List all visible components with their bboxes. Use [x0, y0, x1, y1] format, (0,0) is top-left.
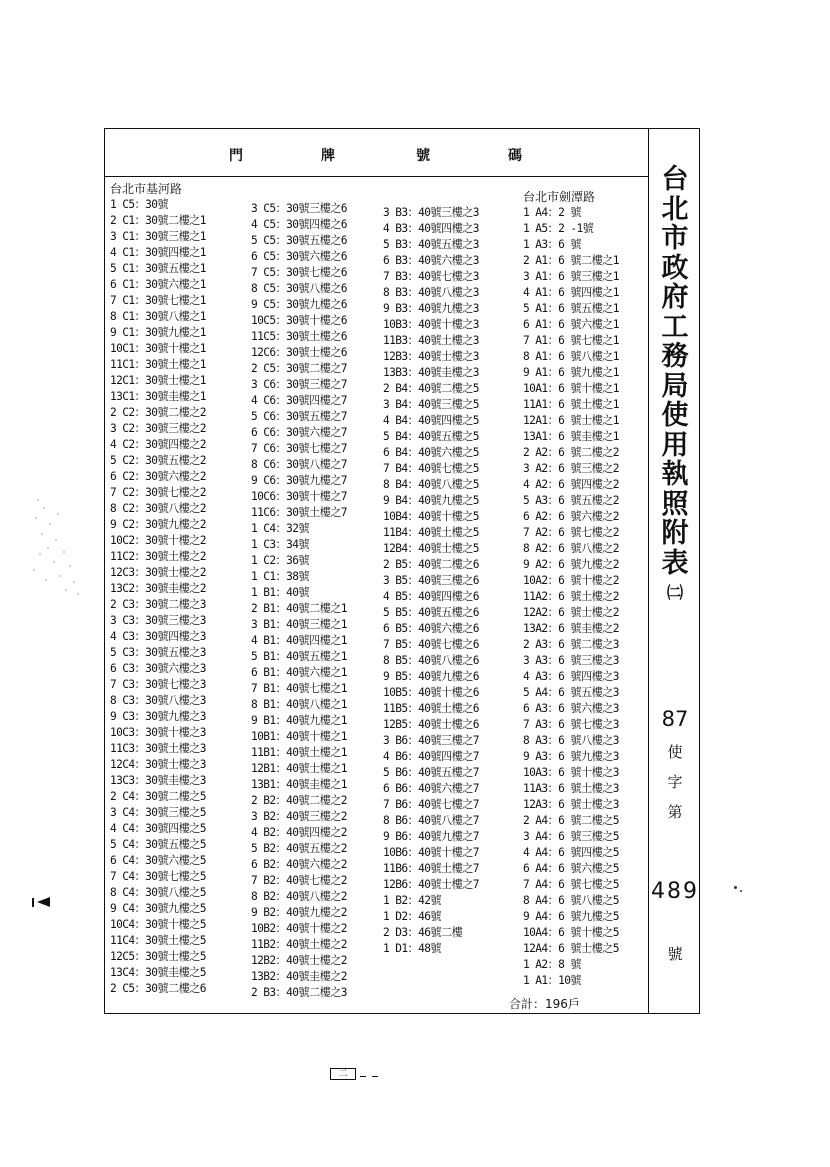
address-entry: 8 B5：40號八樓之6 — [383, 654, 479, 667]
address-entry: 10C4：30號十樓之5 — [110, 918, 206, 931]
address-entry: 6 C3：30號六樓之3 — [110, 662, 206, 675]
street-name-jihe: 台北市基河路 — [110, 182, 183, 196]
address-entry: 12A4：6 號士樓之5 — [523, 942, 619, 955]
address-entry: 9 A1：6 號九樓之1 — [523, 366, 619, 379]
title-char: 市 — [661, 223, 689, 254]
address-entry: 5 B3：40號五樓之3 — [383, 238, 479, 251]
address-entry: 10B6：40號十樓之7 — [383, 846, 479, 859]
address-entry: 8 C1：30號八樓之1 — [110, 310, 206, 323]
header-char-4: 碼 — [508, 148, 522, 164]
address-entry: 12C4：30號士樓之3 — [110, 758, 206, 771]
license-number: 489 — [651, 879, 699, 904]
address-entry: 4 A1：6 號四樓之1 — [523, 286, 619, 299]
address-entry: 9 C3：30號九樓之3 — [110, 710, 206, 723]
address-entry: 10A4：6 號十樓之5 — [523, 926, 619, 939]
address-entry: 13A2：6 號圭樓之2 — [523, 622, 619, 635]
address-entry: 4 B6：40號四樓之7 — [383, 750, 479, 763]
address-entry: 11A1：6 號土樓之1 — [523, 398, 619, 411]
address-entry: 7 C2：30號七樓之2 — [110, 486, 206, 499]
address-entry: 2 B3：40號二樓之3 — [251, 986, 347, 999]
address-entry: 1 B1：40號 — [251, 586, 309, 599]
address-entry: 13B3：40號圭樓之3 — [383, 366, 479, 379]
address-entry: 6 C2：30號六樓之2 — [110, 470, 206, 483]
address-entry: 3 C5：30號三樓之6 — [251, 202, 347, 215]
address-entry: 2 D3：46號二樓 — [383, 926, 463, 939]
address-entry: 4 C2：30號四樓之2 — [110, 438, 206, 451]
address-entry: 7 C4：30號七樓之5 — [110, 870, 206, 883]
title-char: 工 — [661, 311, 689, 343]
document-frame — [104, 128, 700, 1014]
address-entry: 11B1：40號土樓之1 — [251, 746, 347, 759]
title-char: 局 — [661, 370, 689, 402]
address-entry: 8 B4：40號八樓之5 — [383, 478, 479, 491]
address-entry: 2 B2：40號二樓之2 — [251, 794, 347, 807]
address-entry: 13B1：40號圭樓之1 — [251, 778, 347, 791]
address-entry: 11C2：30號土樓之2 — [110, 550, 206, 563]
title-char: 執 — [661, 459, 689, 490]
address-entry: 3 A3：6 號三樓之3 — [523, 654, 619, 667]
address-entry: 7 C1：30號七樓之1 — [110, 294, 206, 307]
address-entry: 8 B3：40號八樓之3 — [383, 286, 479, 299]
address-entry: 12A1：6 號士樓之1 — [523, 414, 619, 427]
address-entry: 12C6：30號士樓之6 — [251, 346, 347, 359]
address-entry: 3 B4：40號三樓之5 — [383, 398, 479, 411]
address-entry: 6 B2：40號六樓之2 — [251, 858, 347, 871]
address-entry: 2 C1：30號二樓之1 — [110, 214, 206, 227]
address-entry: 10C2：30號十樓之2 — [110, 534, 206, 547]
address-entry: 1 C3：34號 — [251, 538, 309, 551]
address-entry: 11B2：40號土樓之2 — [251, 938, 347, 951]
column-2 — [251, 201, 347, 1001]
address-entry: 4 A2：6 號四樓之2 — [523, 478, 619, 491]
address-entry: 11C4：30號土樓之5 — [110, 934, 206, 947]
address-entry: 6 C4：30號六樓之5 — [110, 854, 206, 867]
address-entry: 5 B6：40號五樓之7 — [383, 766, 479, 779]
address-entry: 8 C4：30號八樓之5 — [110, 886, 206, 899]
title-char: 附 — [661, 518, 689, 549]
address-entry: 5 C5：30號五樓之6 — [251, 234, 347, 247]
address-entry: 7 B6：40號七樓之7 — [383, 798, 479, 811]
side-number: 87 — [661, 707, 689, 731]
address-entry: 1 A3：6 號 — [523, 238, 581, 251]
address-entry: 1 B2：42號 — [383, 894, 441, 907]
address-entry: 10A1：6 號十樓之1 — [523, 382, 619, 395]
speck-2 — [740, 890, 742, 892]
scan-stain — [30, 490, 88, 602]
address-entry: 12B2：40號士樓之2 — [251, 954, 347, 967]
address-entry: 12B1：40號士樓之1 — [251, 762, 347, 775]
address-entry: 2 A1：6 號二樓之1 — [523, 254, 619, 267]
footer-dash-2 — [372, 1076, 378, 1077]
address-entry: 5 B2：40號五樓之2 — [251, 842, 347, 855]
address-entry: 4 C1：30號四樓之1 — [110, 246, 206, 259]
address-entry: 7 A4：6 號七樓之5 — [523, 878, 619, 891]
address-entry: 4 C6：30號四樓之7 — [251, 394, 347, 407]
address-entry: 10C6：30號十樓之7 — [251, 490, 347, 503]
street-name-jiantan: 台北市劍潭路 — [523, 190, 596, 204]
title-char: ㈡ — [666, 583, 683, 602]
address-entry: 1 A1：10號 — [523, 974, 581, 987]
address-entry: 8 C5：30號八樓之6 — [251, 282, 347, 295]
address-entry: 8 B1：40號八樓之1 — [251, 698, 347, 711]
address-entry: 3 B3：40號三樓之3 — [383, 206, 479, 219]
address-entry: 10C1：30號十樓之1 — [110, 342, 206, 355]
address-entry: 9 B3：40號九樓之3 — [383, 302, 479, 315]
address-entry: 1 A5：2 -1號 — [523, 222, 594, 235]
address-entry: 5 A3：6 號五樓之2 — [523, 494, 619, 507]
address-entry: 6 C1：30號六樓之1 — [110, 278, 206, 291]
address-entry: 7 C3：30號七樓之3 — [110, 678, 206, 691]
address-entry: 11A2：6 號土樓之2 — [523, 590, 619, 603]
address-entry: 10B1：40號十樓之1 — [251, 730, 347, 743]
address-entry: 6 B3：40號六樓之3 — [383, 254, 479, 267]
address-entry: 6 A4：6 號六樓之5 — [523, 862, 619, 875]
column-3-rows — [383, 205, 479, 957]
address-entry: 12A3：6 號士樓之3 — [523, 798, 619, 811]
address-entry: 9 A3：6 號九樓之3 — [523, 750, 619, 763]
address-entry: 10B3：40號十樓之3 — [383, 318, 479, 331]
address-entry: 12A2：6 號士樓之2 — [523, 606, 619, 619]
address-entry: 8 C2：30號八樓之2 — [110, 502, 206, 515]
address-entry: 12C3：30號士樓之2 — [110, 566, 206, 579]
address-entry: 8 A1：6 號八樓之1 — [523, 350, 619, 363]
address-entry: 11C1：30號土樓之1 — [110, 358, 206, 371]
address-entry: 6 B4：40號六樓之5 — [383, 446, 479, 459]
address-entry: 3 B1：40號三樓之1 — [251, 618, 347, 631]
side-label-3: 第 — [667, 803, 683, 821]
page-number-mark: 二 — [330, 1068, 356, 1080]
address-entry: 5 B4：40號五樓之5 — [383, 430, 479, 443]
column-3 — [383, 205, 479, 957]
footer-dash-1 — [360, 1076, 366, 1077]
column-2-rows — [251, 201, 347, 1001]
address-entry: 7 A1：6 號七樓之1 — [523, 334, 619, 347]
address-entry: 13C2：30號圭樓之2 — [110, 582, 206, 595]
address-entry: 5 C3：30號五樓之3 — [110, 646, 206, 659]
address-entry: 4 B3：40號四樓之3 — [383, 222, 479, 235]
address-entry: 10B5：40號十樓之6 — [383, 686, 479, 699]
side-title-column — [651, 129, 699, 1013]
address-entry: 10A2：6 號十樓之2 — [523, 574, 619, 587]
address-entry: 8 A2：6 號八樓之2 — [523, 542, 619, 555]
address-entry: 12B4：40號士樓之5 — [383, 542, 479, 555]
table-header — [105, 129, 648, 177]
address-entry: 4 C4：30號四樓之5 — [110, 822, 206, 835]
address-entry: 4 A4：6 號四樓之5 — [523, 846, 619, 859]
address-entry: 13C4：30號圭樓之5 — [110, 966, 206, 979]
address-entry: 4 A3：6 號四樓之3 — [523, 670, 619, 683]
address-table — [105, 129, 649, 1013]
address-entry: 5 C1：30號五樓之1 — [110, 262, 206, 275]
address-entry: 11A3：6 號土樓之3 — [523, 782, 619, 795]
column-4 — [523, 189, 619, 989]
address-entry: 8 B2：40號八樓之2 — [251, 890, 347, 903]
address-entry: 9 C4：30號九樓之5 — [110, 902, 206, 915]
address-entry: 12B3：40號士樓之3 — [383, 350, 479, 363]
address-entry: 9 B5：40號九樓之6 — [383, 670, 479, 683]
address-entry: 13C1：30號圭樓之1 — [110, 390, 206, 403]
vertical-title — [651, 165, 699, 608]
address-entry: 9 B6：40號九樓之7 — [383, 830, 479, 843]
address-entry: 3 A2：6 號三樓之2 — [523, 462, 619, 475]
address-entry: 4 B2：40號四樓之2 — [251, 826, 347, 839]
address-entry: 13C3：30號圭樓之3 — [110, 774, 206, 787]
title-char: 照 — [661, 488, 689, 520]
address-entry: 9 B2：40號九樓之2 — [251, 906, 347, 919]
title-char: 表 — [661, 547, 689, 579]
address-entry: 7 B2：40號七樓之2 — [251, 874, 347, 887]
address-entry: 2 A2：6 號二樓之2 — [523, 446, 619, 459]
address-entry: 6 C6：30號六樓之7 — [251, 426, 347, 439]
address-entry: 10B4：40號十樓之5 — [383, 510, 479, 523]
address-entry: 1 D1：48號 — [383, 942, 441, 955]
address-entry: 2 C4：30號二樓之5 — [110, 790, 206, 803]
address-entry: 10B2：40號十樓之2 — [251, 922, 347, 935]
address-entry: 11B3：40號土樓之3 — [383, 334, 479, 347]
address-entry: 1 C5：30號 — [110, 198, 168, 211]
address-entry: 8 C6：30號八樓之7 — [251, 458, 347, 471]
address-entry: 8 C3：30號八樓之3 — [110, 694, 206, 707]
address-entry: 11B5：40號土樓之6 — [383, 702, 479, 715]
address-entry: 6 C5：30號六樓之6 — [251, 250, 347, 263]
address-entry: 4 B1：40號四樓之1 — [251, 634, 347, 647]
address-entry: 3 C3：30號三樓之3 — [110, 614, 206, 627]
address-entry: 3 C2：30號三樓之2 — [110, 422, 206, 435]
address-entry: 2 C2：30號二樓之2 — [110, 406, 206, 419]
address-entry: 1 C2：36號 — [251, 554, 309, 567]
address-entry: 7 B1：40號七樓之1 — [251, 682, 347, 695]
address-entry: 10C5：30號十樓之6 — [251, 314, 347, 327]
address-entry: 7 B5：40號七樓之6 — [383, 638, 479, 651]
title-char: 台 — [661, 164, 689, 195]
address-entry: 12B6：40號士樓之7 — [383, 878, 479, 891]
address-entry: 9 C5：30號九樓之6 — [251, 298, 347, 311]
address-entry: 8 B6：40號八樓之7 — [383, 814, 479, 827]
address-entry: 1 A4：2 號 — [523, 206, 581, 219]
side-label-2: 字 — [667, 773, 683, 791]
address-entry: 9 A4：6 號九樓之5 — [523, 910, 619, 923]
address-entry: 9 B4：40號九樓之5 — [383, 494, 479, 507]
address-entry: 12C5：30號士樓之5 — [110, 950, 206, 963]
address-entry: 11C3：30號土樓之3 — [110, 742, 206, 755]
address-entry: 6 B5：40號六樓之6 — [383, 622, 479, 635]
address-entry: 7 C5：30號七樓之6 — [251, 266, 347, 279]
total-households: 合計：196戶 — [509, 997, 580, 1011]
address-entry: 6 B1：40號六樓之1 — [251, 666, 347, 679]
address-entry: 5 C2：30號五樓之2 — [110, 454, 206, 467]
address-entry: 2 C3：30號二樓之3 — [110, 598, 206, 611]
address-entry: 11C6：30號土樓之7 — [251, 506, 347, 519]
address-entry: 1 C4：32號 — [251, 522, 309, 535]
title-char: 務 — [661, 341, 689, 372]
address-entry: 9 A2：6 號九樓之2 — [523, 558, 619, 571]
address-entry: 4 B4：40號四樓之5 — [383, 414, 479, 427]
column-4-rows — [523, 205, 619, 989]
address-entry: 2 C5：30號二樓之7 — [251, 362, 347, 375]
address-entry: 6 A2：6 號六樓之2 — [523, 510, 619, 523]
column-1-rows — [110, 197, 206, 997]
address-entry: 3 B6：40號三樓之7 — [383, 734, 479, 747]
address-entry: 12B5：40號士樓之6 — [383, 718, 479, 731]
address-entry: 1 C1：38號 — [251, 570, 309, 583]
address-entry: 9 B1：40號九樓之1 — [251, 714, 347, 727]
address-entry: 3 C4：30號三樓之5 — [110, 806, 206, 819]
side-label-1: 使 — [667, 743, 683, 761]
address-entry: 9 C6：30號九樓之7 — [251, 474, 347, 487]
speck-1 — [734, 886, 737, 889]
title-char: 北 — [661, 193, 689, 225]
address-entry: 3 A1：6 號三樓之1 — [523, 270, 619, 283]
header-char-1: 門 — [229, 148, 243, 164]
address-entry: 7 C6：30號七樓之7 — [251, 442, 347, 455]
address-entry: 2 A3：6 號二樓之3 — [523, 638, 619, 651]
address-entry: 2 A4：6 號二樓之5 — [523, 814, 619, 827]
address-entry: 1 A2：8 號 — [523, 958, 581, 971]
header-char-2: 牌 — [321, 148, 335, 164]
address-entry: 10C3：30號十樓之3 — [110, 726, 206, 739]
address-entry: 11B4：40號土樓之5 — [383, 526, 479, 539]
address-entry: 12C1：30號士樓之1 — [110, 374, 206, 387]
address-entry: 7 A2：6 號七樓之2 — [523, 526, 619, 539]
address-entry: 4 C5：30號四樓之6 — [251, 218, 347, 231]
side-label-4: 號 — [667, 945, 683, 963]
address-entry: 7 B4：40號七樓之5 — [383, 462, 479, 475]
address-entry: 3 A4：6 號三樓之5 — [523, 830, 619, 843]
column-1 — [110, 181, 206, 997]
address-entry: 1 D2：46號 — [383, 910, 441, 923]
address-entry: 4 B5：40號四樓之6 — [383, 590, 479, 603]
address-entry: 6 B6：40號六樓之7 — [383, 782, 479, 795]
address-entry: 11C5：30號土樓之6 — [251, 330, 347, 343]
address-entry: 7 A3：6 號七樓之3 — [523, 718, 619, 731]
address-entry: 2 C5：30號二樓之6 — [110, 982, 206, 995]
address-entry: 9 C1：30號九樓之1 — [110, 326, 206, 339]
margin-arrow-mark — [32, 896, 50, 908]
title-char: 用 — [661, 429, 689, 461]
address-entry: 5 B1：40號五樓之1 — [251, 650, 347, 663]
address-entry: 3 B5：40號三樓之6 — [383, 574, 479, 587]
address-entry: 11B6：40號土樓之7 — [383, 862, 479, 875]
address-entry: 13B2：40號圭樓之2 — [251, 970, 347, 983]
address-entry: 3 C1：30號三樓之1 — [110, 230, 206, 243]
header-char-3: 號 — [416, 148, 430, 164]
address-entry: 5 A1：6 號五樓之1 — [523, 302, 619, 315]
address-entry: 9 C2：30號九樓之2 — [110, 518, 206, 531]
address-entry: 10A3：6 號十樓之3 — [523, 766, 619, 779]
address-entry: 5 A4：6 號五樓之3 — [523, 686, 619, 699]
address-entry: 2 B4：40號二樓之5 — [383, 382, 479, 395]
address-entry: 3 B2：40號三樓之2 — [251, 810, 347, 823]
address-entry: 3 C6：30號三樓之7 — [251, 378, 347, 391]
title-char: 政 — [661, 252, 689, 284]
address-entry: 5 C4：30號五樓之5 — [110, 838, 206, 851]
title-char: 府 — [661, 282, 689, 313]
address-entry: 8 A3：6 號八樓之3 — [523, 734, 619, 747]
address-entry: 13A1：6 號圭樓之1 — [523, 430, 619, 443]
address-entry: 7 B3：40號七樓之3 — [383, 270, 479, 283]
address-entry: 2 B1：40號二樓之1 — [251, 602, 347, 615]
address-entry: 8 A4：6 號八樓之5 — [523, 894, 619, 907]
address-entry: 5 B5：40號五樓之6 — [383, 606, 479, 619]
address-entry: 2 B5：40號二樓之6 — [383, 558, 479, 571]
address-entry: 4 C3：30號四樓之3 — [110, 630, 206, 643]
address-entry: 6 A1：6 號六樓之1 — [523, 318, 619, 331]
address-entry: 6 A3：6 號六樓之3 — [523, 702, 619, 715]
address-entry: 5 C6：30號五樓之7 — [251, 410, 347, 423]
title-char: 使 — [661, 400, 689, 431]
